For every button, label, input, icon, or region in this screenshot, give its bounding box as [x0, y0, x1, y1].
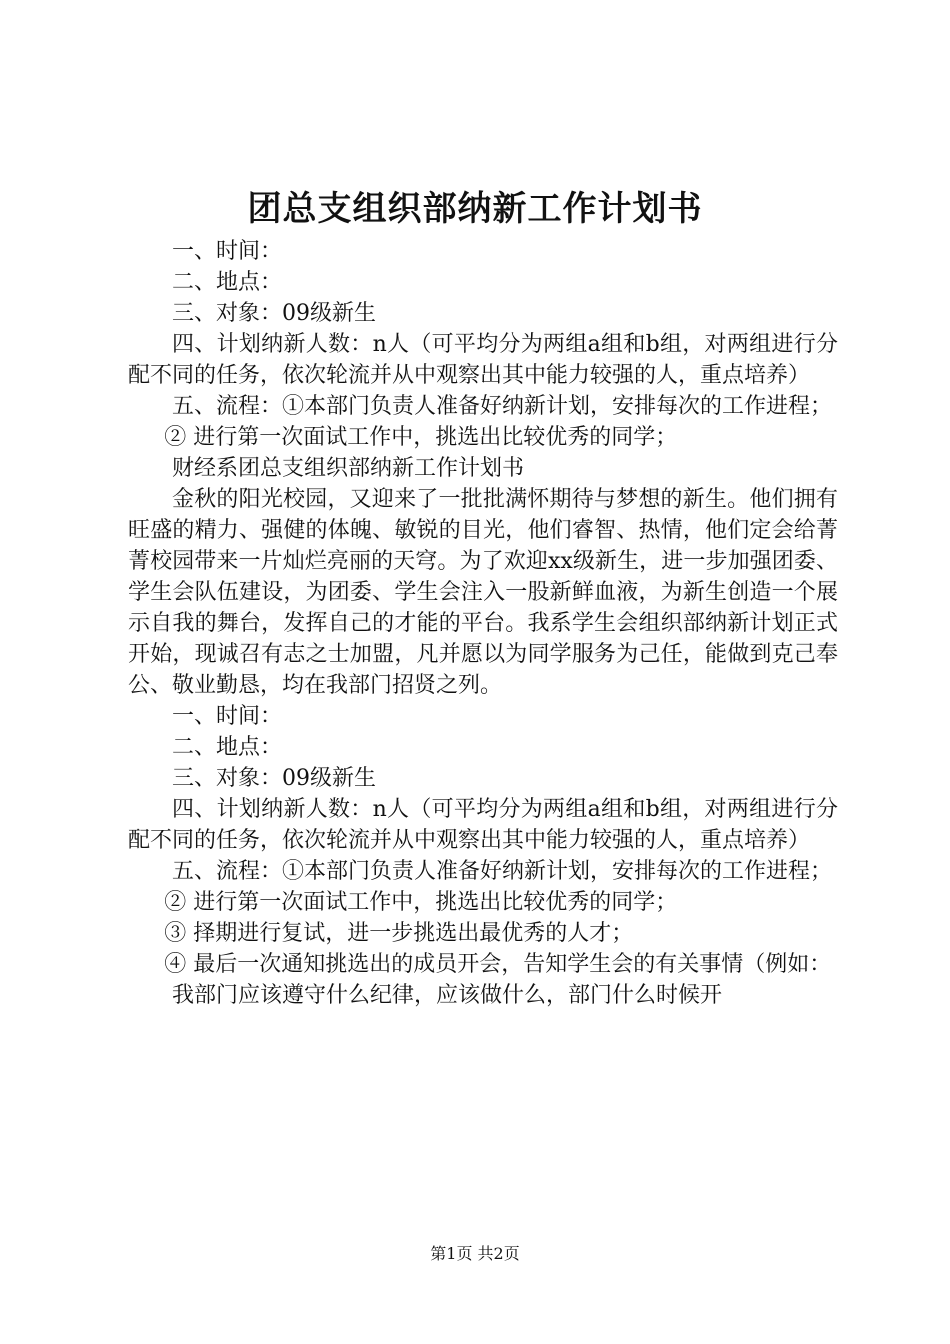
paragraph: ② 进行第一次面试工作中，挑选出比较优秀的同学； — [164, 425, 678, 450]
paragraph: 四、计划纳新人数：n人（可平均分为两组a组和b组，对两组进行分配不同的任务，依次轮流并从中观察出其中能力较强的人，重点培养） — [128, 332, 838, 388]
paragraph: 二、地点： — [172, 735, 283, 760]
paragraph: 五、流程：①本部门负责人准备好纳新计划，安排每次的工作进程； — [172, 394, 833, 419]
paragraph: ② 进行第一次面试工作中，挑选出比较优秀的同学； — [164, 890, 678, 915]
paragraph: 财经系团总支组织部纳新工作计划书 — [172, 456, 525, 481]
page-footer: 第1页 共2页 — [430, 1244, 520, 1263]
paragraph: 三、对象：09级新生 — [172, 301, 376, 326]
paragraph: 一、时间： — [172, 239, 283, 264]
paragraph: 二、地点： — [172, 270, 283, 295]
paragraph: ④ 最后一次通知挑选出的成员开会，告知学生会的有关事情（例如： — [164, 952, 832, 977]
paragraph: 四、计划纳新人数：n人（可平均分为两组a组和b组，对两组进行分配不同的任务，依次轮流并从中观察出其中能力较强的人，重点培养） — [128, 797, 838, 853]
paragraph: 金秋的阳光校园，又迎来了一批批满怀期待与梦想的新生。他们拥有旺盛的精力、强健的体魄、敏锐的目光，他们睿智、热情，他们定会给菁菁校园带来一片灿烂亮丽的天穹。为了欢迎xx级新生，进一步加强团委、学生会队伍建设，为团委、学生会注入一股新鲜血液，为新生创造一个展示自我的舞台，发挥自己的才能的平台。我系学生会组织部纳新计划正式开始，现诚召有志之士加盟，凡并愿以为同学服务为己任，能做到克己奉公、敬业勤恳，均在我部门招贤之列。 — [128, 487, 838, 698]
paragraph: ③ 择期进行复试，进一步挑选出最优秀的人才； — [164, 921, 634, 946]
paragraph: 五、流程：①本部门负责人准备好纳新计划，安排每次的工作进程； — [172, 859, 833, 884]
paragraph: 三、对象：09级新生 — [172, 766, 376, 791]
paragraph: 我部门应该遵守什么纪律，应该做什么，部门什么时候开 — [172, 983, 723, 1008]
paragraph: 一、时间： — [172, 704, 283, 729]
document-body — [128, 236, 838, 1011]
document-title: 团总支组织部纳新工作计划书 — [247, 189, 703, 229]
